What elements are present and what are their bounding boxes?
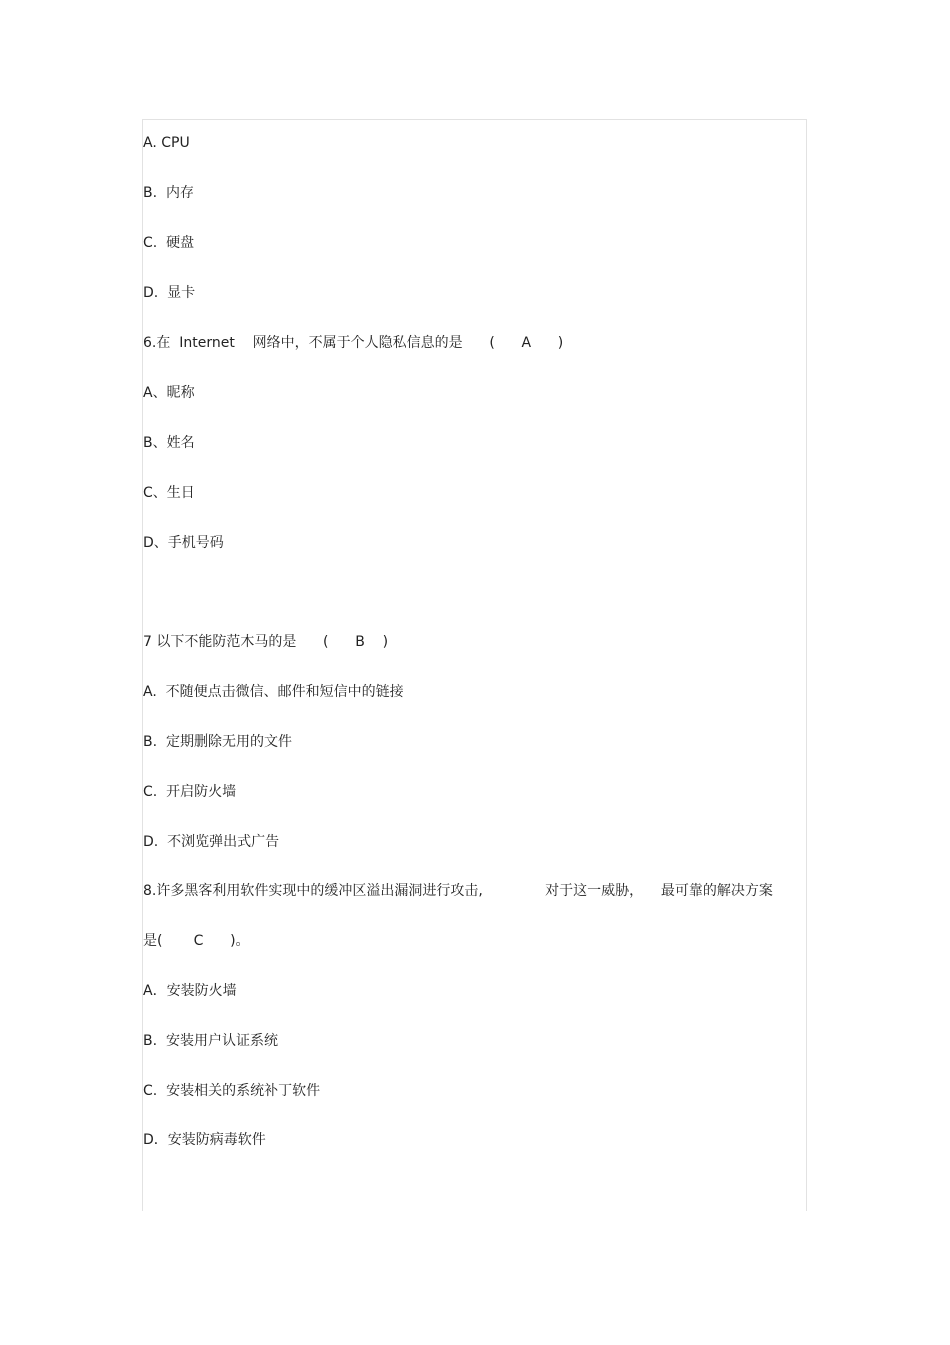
q7-question: 7 以下不能防范木马的是 ( B )	[143, 634, 389, 650]
q8-question: 8.许多黑客利用软件实现中的缓冲区溢出漏洞进行攻击, 对于这一威胁， 最可靠的解决方案	[143, 883, 773, 899]
q6-question: 6.在 Internet 网络中，不属于个人隐私信息的是 ( A )	[143, 335, 564, 351]
q6-option-d: D、手机号码	[143, 535, 224, 551]
q8-option-b: B. 安装用户认证系统	[143, 1033, 278, 1049]
q8-question-continued: 是( C )。	[143, 933, 250, 949]
q8-option-a: A．安装防火墙	[143, 983, 237, 999]
q8-option-d: D．安装防病毒软件	[143, 1132, 266, 1148]
q7-option-c: C. 开启防火墙	[143, 784, 237, 800]
q5-option-d: D. 显卡	[143, 285, 196, 301]
q7-option-a: A. 不随便点击微信、邮件和短信中的链接	[143, 684, 404, 700]
q5-option-a: A. CPU	[143, 135, 190, 151]
q6-option-b: B、姓名	[143, 435, 195, 451]
q6-option-c: C、生日	[143, 485, 195, 501]
q7-option-d: D. 不浏览弹出式广告	[143, 834, 280, 850]
q5-option-c: C. 硬盘	[143, 235, 195, 251]
q7-option-b: B. 定期删除无用的文件	[143, 734, 292, 750]
q8-option-c: C. 安装相关的系统补丁软件	[143, 1083, 321, 1099]
q6-option-a: A、昵称	[143, 385, 195, 401]
q5-option-b: B. 内存	[143, 185, 194, 201]
